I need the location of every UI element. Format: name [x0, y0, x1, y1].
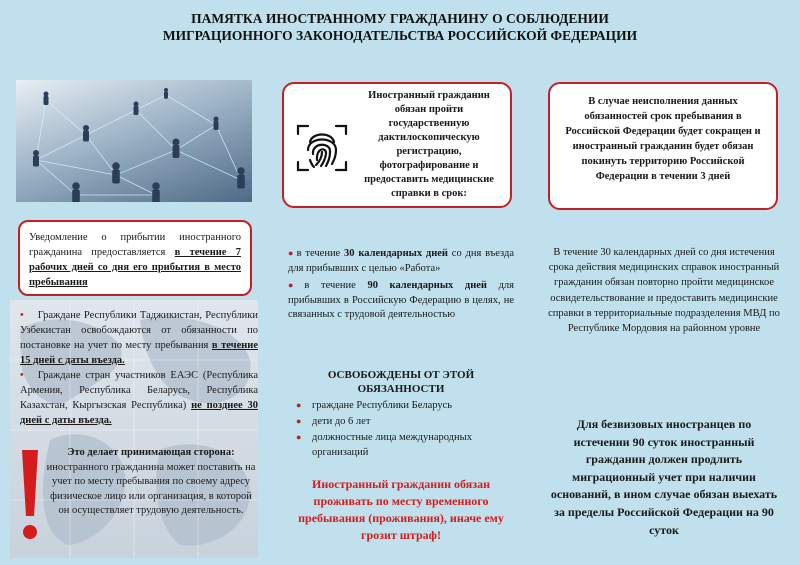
arrival-notification-box — [18, 220, 252, 296]
visa-free-registration-text: Для безвизовых иностранцев по истечении 90 суток иностранный гражданин должен продлить миграционный учет при наличии оснований, в ином случае обязан выехать за пределы Российской Федерации на 90 суток — [550, 417, 778, 537]
list-item: • Граждане Республики Таджикистан, Республики Узбекистан освобождаются от обязанности по постановке на учет по месту пребывания в течение 15 дней с даты въезда. — [20, 310, 258, 366]
bullet-icon: • — [20, 370, 24, 381]
list-item: • Граждане стран участников ЕАЭС (Республика Армения, Республика Беларусь, Республика Казахстан, Кыргызская Республика) не позднее 30 дней с даты въезда. — [20, 370, 258, 426]
medical-renewal-text: В течение 30 календарных дней со дня истечения срока действия медицинских справок иностранный гражданин обязан повторно пройти медицинское освидетельствование и предоставить медицинские справки в территориальные подразделения МВД по Республике Мордовия на районном уровне — [548, 247, 780, 335]
exempt-heading: ОСВОБОЖДЕНЫ ОТ ЭТОЙ ОБЯЗАННОСТИ — [327, 369, 475, 395]
fingerprint-registration-box — [282, 82, 512, 208]
fine-warning: Иностранный гражданин обязан проживать по месту временного пребывания (проживания), иначе ему грозит штраф! — [298, 477, 504, 542]
bullet-icon: ● — [296, 400, 302, 410]
list-item: ● дети до 6 лет — [296, 416, 371, 427]
bullet-icon: ● — [296, 432, 302, 442]
bullet-icon: ● — [296, 416, 302, 426]
exemption-list-tajik-eaeu — [20, 308, 258, 428]
network-people-image — [16, 80, 252, 202]
host-party-text: иностранного гражданина может поставить на учет по месту пребывания по своему адресу физическое лицо или организация, в которой он осуществляет трудовую деятельность. — [46, 461, 256, 517]
notification-plain: Уведомление о прибытии иностранного гражданина предоставляется — [29, 232, 241, 258]
deadlines-list — [288, 246, 514, 325]
bullet-icon: • — [20, 310, 24, 321]
host-party-note — [46, 446, 256, 519]
notification-deadline: в течение 7 рабочих дней со дня его прибытия в место пребывания — [29, 247, 241, 288]
bullet-icon: ● — [288, 248, 295, 258]
fingerprint-registration-text: Иностранный гражданин обязан пройти государственную дактилоскопическую регистрацию, фотографирование и предоставить медицинские справки в срок: — [364, 90, 494, 199]
fingerprint-icon — [294, 120, 350, 176]
list-item: ● должностные лица международных организаций — [296, 432, 472, 458]
non-compliance-box — [548, 82, 778, 210]
list-item: ● в течение 90 календарных дней для прибывших в Российскую Федерацию в целях, не связанных с трудовой деятельностью — [288, 280, 514, 321]
title-line-1: ПАМЯТКА ИНОСТРАННОМУ ГРАЖДАНИНУ О СОБЛЮДЕНИИ — [191, 11, 609, 26]
bullet-icon: ● — [288, 280, 303, 291]
title-line-2: МИГРАЦИОННОГО ЗАКОНОДАТЕЛЬСТВА РОССИЙСКОЙ ФЕДЕРАЦИИ — [162, 28, 638, 43]
host-party-heading: Это делает принимающая сторона: — [67, 447, 235, 458]
arrival-notification-text — [29, 230, 241, 290]
exempt-list — [296, 398, 516, 461]
non-compliance-text: В случае неисполнения данных обязанностей срок пребывания в Российской Федерации будет сокращен и иностранный гражданин будет обязан покинуть территорию Российской Федерации в течении 3 дней — [565, 96, 761, 182]
list-item: ● граждане Республики Беларусь — [296, 400, 453, 411]
exclamation-icon — [18, 446, 42, 542]
page-title — [0, 10, 800, 44]
list-item: ● в течение 30 календарных дней со дня въезда для прибывших с целью «Работа» — [288, 248, 514, 274]
